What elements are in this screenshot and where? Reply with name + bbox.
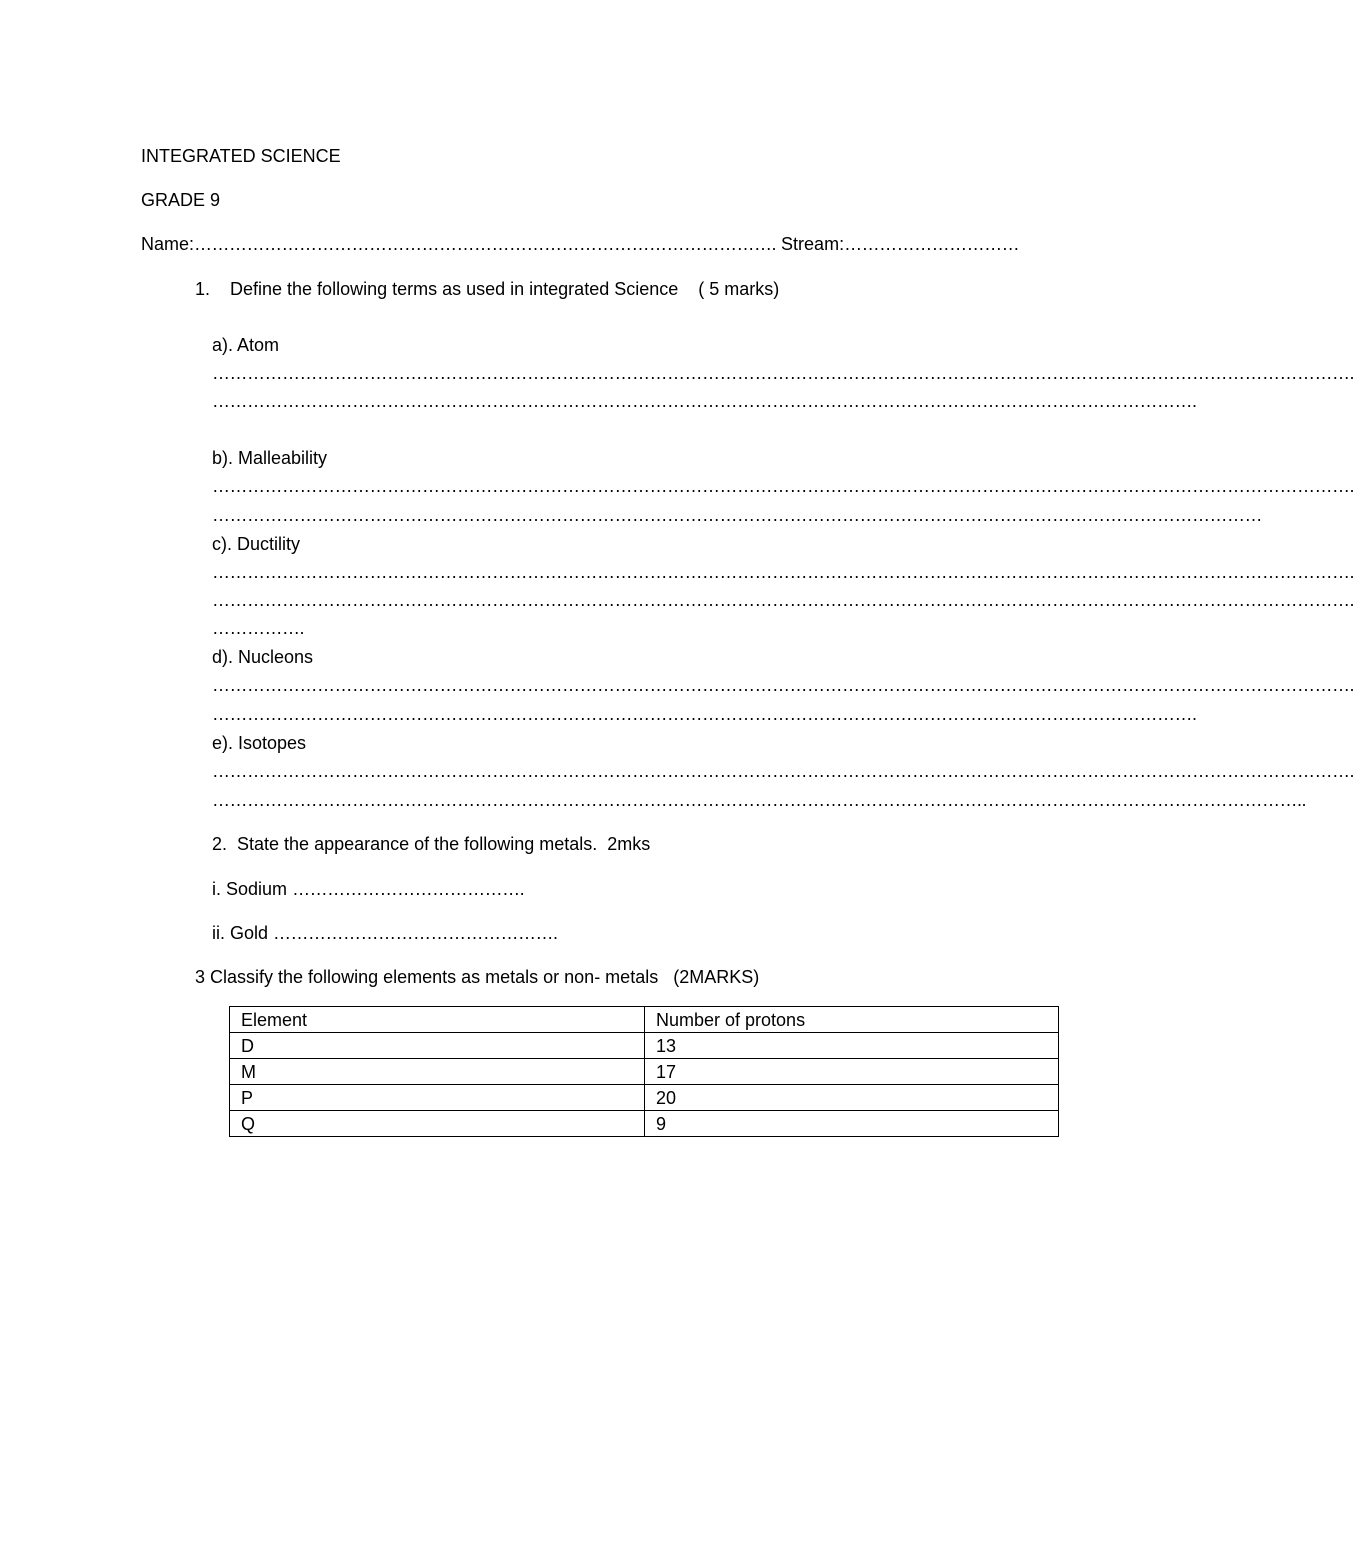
element-cell: P bbox=[230, 1085, 645, 1111]
table-row bbox=[230, 1033, 1059, 1059]
term-nucleons-label: d). Nucleons bbox=[212, 647, 314, 667]
element-cell: Q bbox=[230, 1111, 645, 1137]
answer-line[interactable]: ……………………………………………………………………………………………………………………………………………………………………………. bbox=[212, 476, 1354, 496]
answer-line[interactable]: ……………………………………………………………………………………………………………………………………………………. bbox=[212, 704, 1197, 724]
header-element: Element bbox=[230, 1007, 645, 1033]
element-cell: D bbox=[230, 1033, 645, 1059]
protons-cell: 20 bbox=[645, 1085, 1059, 1111]
question-2-text: 2. State the appearance of the following metals. 2mks bbox=[212, 834, 651, 854]
protons-cell: 17 bbox=[645, 1059, 1059, 1085]
header-protons: Number of protons bbox=[645, 1007, 1059, 1033]
name-blank: ………………………………………………………………………………………. bbox=[194, 234, 777, 254]
term-malleability-label: b). Malleability bbox=[212, 448, 328, 468]
sodium-label: i. Sodium bbox=[212, 879, 288, 899]
gold-label: ii. Gold bbox=[212, 923, 269, 943]
gold-blank: …………………………………………. bbox=[273, 923, 558, 943]
gold-field[interactable] bbox=[212, 922, 558, 944]
term-ductility-label: c). Ductility bbox=[212, 534, 301, 554]
subject-title: INTEGRATED SCIENCE bbox=[141, 146, 341, 166]
stream-label: Stream: bbox=[781, 234, 845, 254]
term-isotopes-label: e). Isotopes bbox=[212, 733, 307, 753]
table-row bbox=[230, 1111, 1059, 1137]
question-1-number: 1. bbox=[195, 279, 211, 299]
answer-line[interactable]: ……………………………………………………………………………………………………………………………………………………………………………. bbox=[212, 363, 1354, 383]
table-header-row bbox=[230, 1007, 1059, 1033]
element-cell: M bbox=[230, 1059, 645, 1085]
grade-label: GRADE 9 bbox=[141, 190, 221, 210]
answer-line[interactable]: ……………………………………………………………………………………………………………………………………………………………………………. bbox=[212, 562, 1354, 582]
name-field[interactable] bbox=[141, 233, 1019, 255]
question-3-text: 3 Classify the following elements as metals or non- metals (2MARKS) bbox=[195, 967, 760, 987]
protons-cell: 13 bbox=[645, 1033, 1059, 1059]
sodium-field[interactable] bbox=[212, 878, 524, 900]
answer-line[interactable]: ……………………………………………………………………………………………………………………………………………………………… bbox=[212, 505, 1262, 525]
name-label: Name: bbox=[141, 234, 195, 254]
answer-line[interactable]: ……………………………………………………………………………………………………………………………………………………. bbox=[212, 391, 1197, 411]
table-row bbox=[230, 1085, 1059, 1111]
answer-line[interactable]: ……………………………………………………………………………………………………………………………………………………………………………. bbox=[212, 675, 1354, 695]
sodium-blank: …………………………………. bbox=[292, 879, 525, 899]
answer-line[interactable]: ……………………………………………………………………………………………………………………………………………………………………………. bbox=[212, 761, 1354, 781]
answer-line[interactable]: ……………. bbox=[212, 618, 305, 638]
question-1-text: Define the following terms as used in integrated Science ( 5 marks) bbox=[230, 279, 780, 299]
answer-line[interactable]: ……………………………………………………………………………………………………………………………………………………………………………. bbox=[212, 590, 1354, 610]
protons-cell: 9 bbox=[645, 1111, 1059, 1137]
table-row bbox=[230, 1059, 1059, 1085]
stream-blank: ………………………… bbox=[844, 234, 1020, 254]
elements-table bbox=[229, 1006, 1059, 1137]
term-atom-label: a). Atom bbox=[212, 335, 280, 355]
answer-line[interactable]: …………………………………………………………………………………………………………………………………………………………………….. bbox=[212, 790, 1307, 810]
